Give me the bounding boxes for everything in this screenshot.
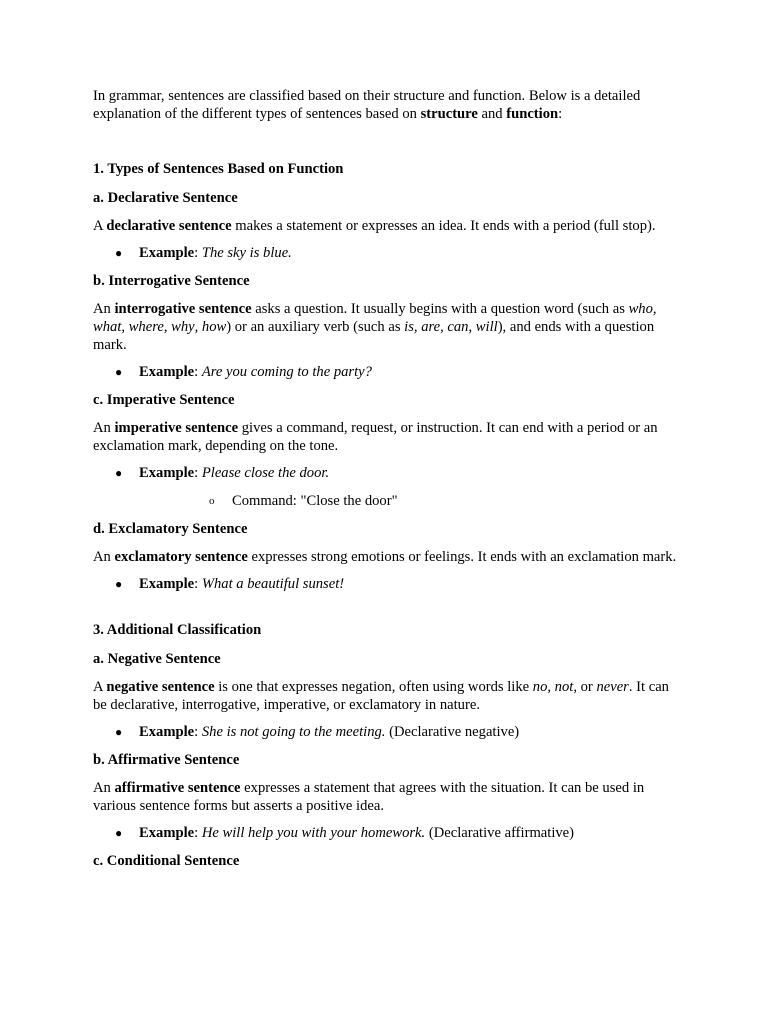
exclamatory-example-list: [93, 575, 683, 593]
section-3-heading: 3. Additional Classification: [93, 622, 262, 638]
exclamatory-heading: d. Exclamatory Sentence: [93, 521, 248, 537]
document-body: [93, 87, 683, 880]
negative-paragraph: A negative sentence is one that expresses negation, often using words like no, not, or never. It can be declarative, interrogative, imperative, or exclamatory in nature.: [93, 679, 669, 713]
bullet-icon: ●: [115, 246, 123, 260]
interrogative-heading: b. Interrogative Sentence: [93, 273, 250, 289]
list-item: ● Example: He will help you with your homework. (Declarative affirmative): [115, 825, 575, 841]
list-item: ● Example: She is not going to the meeting. (Declarative negative): [115, 724, 520, 740]
intro-paragraph: In grammar, sentences are classified based on their structure and function. Below is a detailed explanation of the different types of sentences based on structure and function:: [93, 88, 641, 122]
imperative-paragraph: An imperative sentence gives a command, request, or instruction. It can end with a period or an exclamation mark, depending on the tone.: [93, 420, 658, 454]
affirmative-example-list: [93, 824, 683, 842]
imperative-example-list: [93, 464, 683, 510]
list-item: ● Example: Please close the door. o Command: "Close the door": [93, 464, 683, 510]
affirmative-heading: b. Affirmative Sentence: [93, 752, 240, 768]
bullet-icon: ●: [115, 725, 123, 739]
list-item: ● Example: Are you coming to the party?: [115, 364, 372, 380]
circle-bullet-icon: o: [209, 495, 215, 507]
bullet-icon: ●: [115, 826, 123, 840]
declarative-example-list: [93, 244, 683, 262]
affirmative-paragraph: An affirmative sentence expresses a statement that agrees with the situation. It can be used in various sentence forms but asserts a positive idea.: [93, 780, 645, 814]
interrogative-paragraph: An interrogative sentence asks a question. It usually begins with a question word (such as who, what, where, why, how) or an auxiliary verb (such as is, are, can, will), and ends with a question mark.: [93, 301, 657, 353]
exclamatory-paragraph: An exclamatory sentence expresses strong emotions or feelings. It ends with an exclamation mark.: [93, 549, 677, 565]
declarative-paragraph: A declarative sentence makes a statement or expresses an idea. It ends with a period (full stop).: [93, 218, 656, 234]
bullet-icon: ●: [115, 577, 123, 591]
imperative-sub-list: [139, 492, 683, 510]
section-1-heading: 1. Types of Sentences Based on Function: [93, 161, 344, 177]
bullet-icon: ●: [115, 466, 123, 480]
list-item: o Command: "Close the door": [209, 493, 398, 509]
list-item: ● Example: What a beautiful sunset!: [115, 576, 345, 592]
interrogative-example-list: [93, 363, 683, 381]
list-item: ● Example: The sky is blue.: [115, 245, 292, 261]
declarative-heading: a. Declarative Sentence: [93, 190, 238, 206]
negative-example-list: [93, 723, 683, 741]
negative-heading: a. Negative Sentence: [93, 651, 221, 667]
conditional-heading: c. Conditional Sentence: [93, 853, 240, 869]
bullet-icon: ●: [115, 365, 123, 379]
imperative-heading: c. Imperative Sentence: [93, 392, 235, 408]
